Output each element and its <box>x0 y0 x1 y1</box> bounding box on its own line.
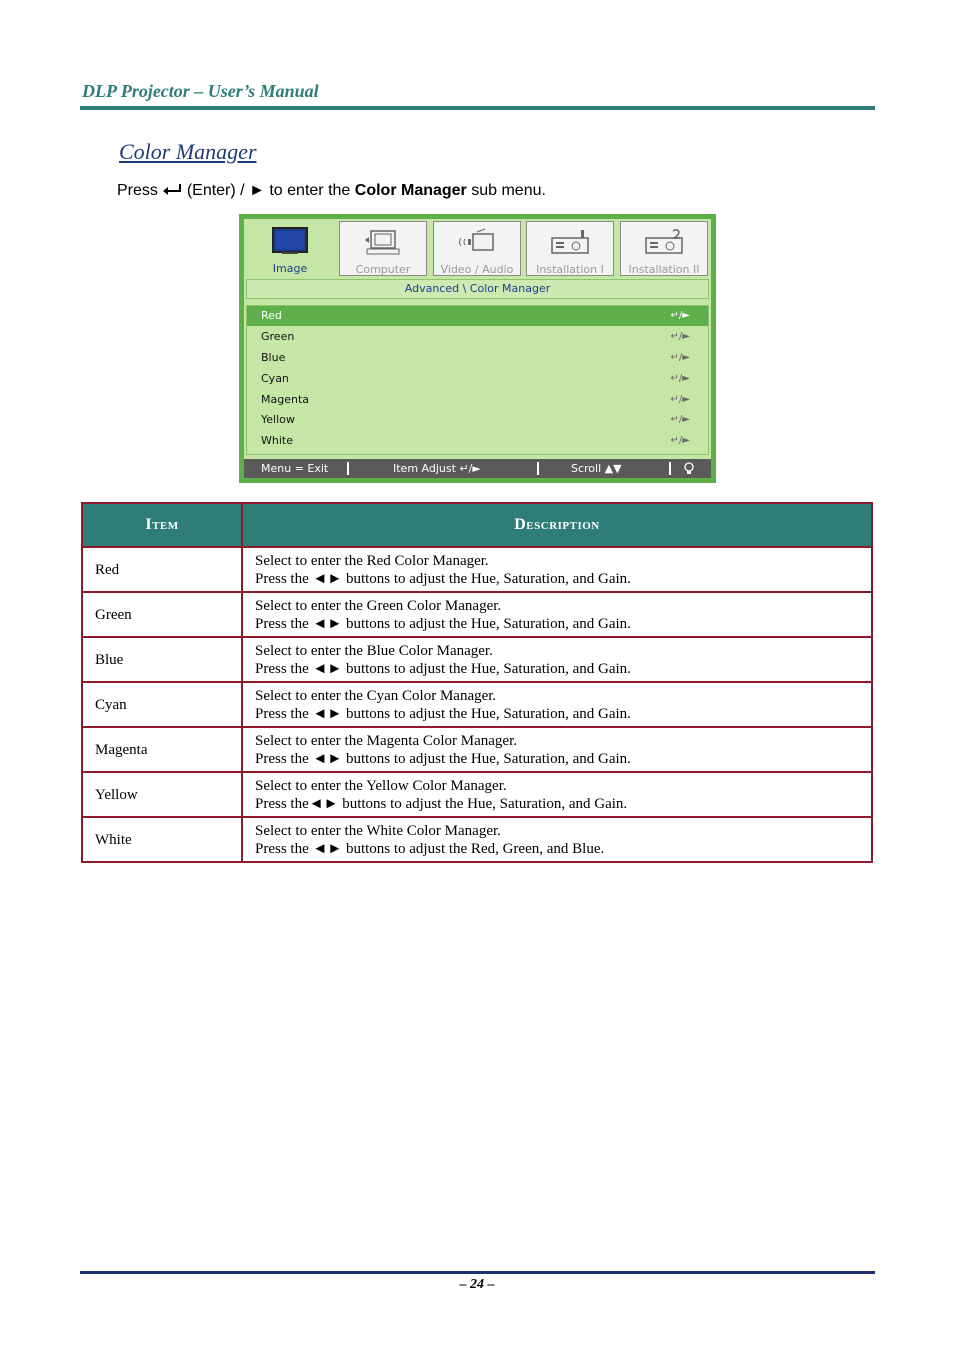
tab-installation-1[interactable]: Installation I <box>526 221 614 276</box>
osd-item-blue[interactable]: Blue ↵/► <box>247 348 708 368</box>
header-description: Description <box>242 503 872 547</box>
projector-1-icon <box>550 228 590 256</box>
footer-separator <box>537 462 539 475</box>
enter-right-icon: ↵/► <box>670 414 690 425</box>
lightbulb-icon <box>684 462 694 481</box>
osd-item-red[interactable]: Red ↵/► <box>247 306 708 326</box>
enter-arrow-icon <box>162 182 182 200</box>
monitor-icon <box>270 227 310 255</box>
menu-exit-hint: Menu = Exit <box>261 462 329 475</box>
osd-item-green[interactable]: Green ↵/► <box>247 327 708 347</box>
table-row: White Select to enter the White Color Manager. Press the ◄► buttons to adjust the Red, Green, and Blue. <box>82 817 872 862</box>
osd-menu <box>239 214 716 483</box>
scroll-hint: Scroll ▲▼ <box>571 462 622 475</box>
enter-right-icon: ↵/► <box>670 435 690 446</box>
projector-2-icon <box>644 228 684 256</box>
osd-item-list <box>246 305 709 455</box>
footer-separator <box>669 462 671 475</box>
table-row: Green Select to enter the Green Color Manager. Press the ◄► buttons to adjust the Hue, Saturation, and Gain. <box>82 592 872 637</box>
enter-right-icon: ↵/► <box>670 310 690 321</box>
item-adjust-hint: Item Adjust ↵/► <box>393 462 481 475</box>
table-row: Yellow Select to enter the Yellow Color Manager. Press the◄► buttons to adjust the Hue, Saturation, and Gain. <box>82 772 872 817</box>
osd-item-magenta[interactable]: Magenta ↵/► <box>247 390 708 410</box>
header-item: Item <box>82 503 242 547</box>
tab-image[interactable]: Image <box>246 221 334 281</box>
table-row: Magenta Select to enter the Magenta Color Manager. Press the ◄► buttons to adjust the Hue, Saturation, and Gain. <box>82 727 872 772</box>
table-row: Red Select to enter the Red Color Manager. Press the ◄► buttons to adjust the Hue, Saturation, and Gain. <box>82 547 872 592</box>
section-title: Color Manager <box>119 139 257 164</box>
tab-video-audio[interactable]: Video / Audio <box>433 221 521 276</box>
table-row: Blue Select to enter the Blue Color Manager. Press the ◄► buttons to adjust the Hue, Saturation, and Gain. <box>82 637 872 682</box>
table-header-row <box>82 503 872 547</box>
osd-panel <box>244 219 711 478</box>
enter-right-icon: ↵/► <box>670 352 690 363</box>
osd-item-cyan[interactable]: Cyan ↵/► <box>247 369 708 389</box>
tab-installation-2[interactable]: Installation II <box>620 221 708 276</box>
enter-right-icon: ↵/► <box>670 373 690 384</box>
video-audio-icon <box>457 228 497 256</box>
osd-breadcrumb: Advanced \ Color Manager <box>246 279 709 299</box>
manual-title: DLP Projector – User’s Manual <box>82 81 319 101</box>
page-number: – 24 – <box>459 1277 495 1292</box>
header-rule <box>80 106 875 110</box>
tab-computer[interactable]: Computer <box>339 221 427 276</box>
osd-item-yellow[interactable]: Yellow ↵/► <box>247 410 708 430</box>
footer-rule <box>80 1271 875 1274</box>
osd-item-white[interactable]: White ↵/► <box>247 431 708 451</box>
enter-right-icon: ↵/► <box>670 394 690 405</box>
osd-footer <box>244 459 711 478</box>
computer-icon <box>363 228 403 256</box>
enter-right-icon: ↵/► <box>670 331 690 342</box>
footer-separator <box>347 462 349 475</box>
right-arrow-icon: ► <box>249 182 265 200</box>
color-manager-table <box>81 502 873 863</box>
intro-text: Press (Enter) / ► to enter the Color Manager sub menu. <box>117 182 546 200</box>
table-row: Cyan Select to enter the Cyan Color Manager. Press the ◄► buttons to adjust the Hue, Saturation, and Gain. <box>82 682 872 727</box>
